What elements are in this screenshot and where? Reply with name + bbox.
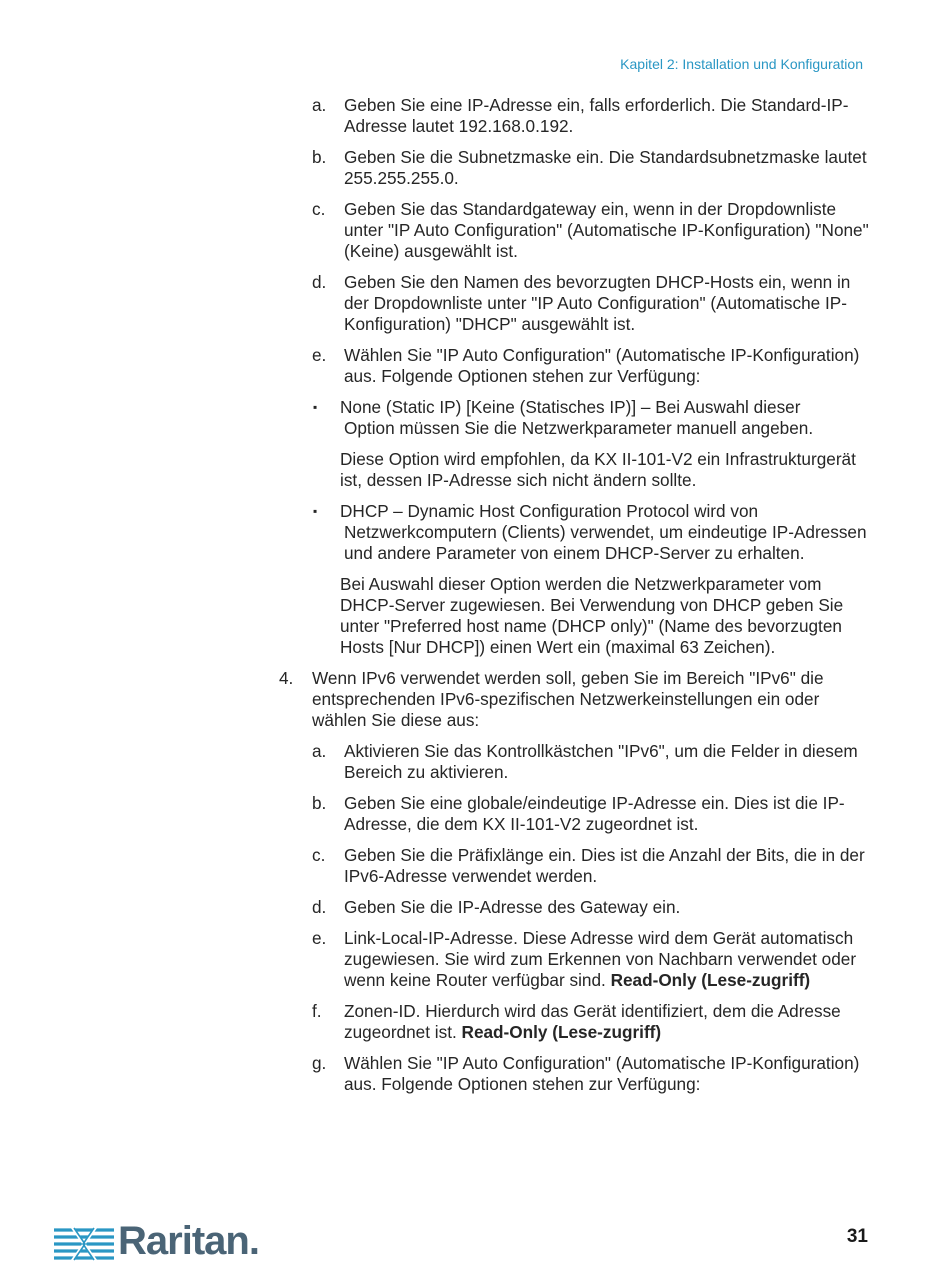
list-marker: d.	[312, 897, 327, 917]
list-item	[312, 845, 869, 887]
option-continuation: Option müssen Sie die Netzwerkparameter manuell angeben.	[344, 418, 814, 438]
list-item	[312, 147, 869, 189]
option-item	[313, 397, 868, 439]
list-marker: a.	[312, 741, 327, 761]
page-content	[0, 95, 950, 1105]
list-marker: b.	[312, 793, 327, 813]
list-marker: d.	[312, 272, 327, 292]
list-marker: b.	[312, 147, 327, 167]
list-item	[312, 741, 869, 783]
list-marker: a.	[312, 95, 327, 115]
list-item	[312, 928, 869, 991]
list-item-text	[344, 741, 869, 783]
list-item	[312, 199, 869, 262]
list-marker: c.	[312, 845, 326, 865]
list-item-step	[279, 668, 864, 731]
bullet-marker: ▪	[313, 400, 318, 414]
list-item	[312, 345, 869, 387]
list-item	[312, 1001, 869, 1043]
list-item-plain: Aktivieren Sie das Kontrollkästchen "IPv6", um die Felder in diesem Bereich zu aktivieren.	[344, 741, 858, 782]
list-item	[312, 793, 869, 835]
list-item-plain: Geben Sie die IP-Adresse des Gateway ein.	[344, 897, 681, 917]
option-first-line: None (Static IP) [Keine (Statisches IP)] – Bei Auswahl dieser	[340, 397, 801, 417]
option-text	[340, 397, 868, 439]
list-item-text: Wählen Sie "IP Auto Configuration" (Automatische IP-Konfiguration) aus. Folgende Optionen stehen zur Verfügung:	[344, 345, 860, 386]
list-item	[312, 272, 869, 335]
list-item-plain: Wählen Sie "IP Auto Configuration" (Automatische IP-Konfiguration) aus. Folgende Optionen stehen zur Verfügung:	[344, 1053, 860, 1094]
list-item	[312, 897, 869, 918]
list-item-text: Geben Sie das Standardgateway ein, wenn in der Dropdownliste unter "IP Auto Configuration" (Automatische IP-Konfiguration) "None" (Keine) ausgewählt ist.	[344, 199, 869, 261]
option-item	[313, 501, 868, 564]
list-item-text	[344, 1053, 869, 1095]
list-item-bold: Read-Only (Lese-zugriff)	[610, 970, 811, 990]
bullet-marker: ▪	[313, 504, 318, 518]
list-marker: c.	[312, 199, 326, 219]
list-marker: 4.	[279, 668, 294, 688]
list-item-text	[344, 928, 869, 991]
list-item-text: Geben Sie eine IP-Adresse ein, falls erforderlich. Die Standard-IP-Adresse lautet 192.168.0.192.	[344, 95, 849, 136]
option-first-line: DHCP – Dynamic Host Configuration Protocol wird von	[340, 501, 759, 521]
list-item-bold: Read-Only (Lese-zugriff)	[461, 1022, 662, 1042]
list-item-text: Geben Sie die Subnetzmaske ein. Die Standardsubnetzmaske lautet 255.255.255.0.	[344, 147, 867, 188]
list-item-text	[344, 1001, 869, 1043]
list-item-text	[344, 897, 869, 918]
option-text	[340, 501, 868, 564]
list-item-text	[344, 845, 869, 887]
chapter-header: Kapitel 2: Installation und Konfiguration	[620, 56, 863, 72]
option-note: Bei Auswahl dieser Option werden die Netzwerkparameter vom DHCP-Server zugewiesen. Bei Verwendung von DHCP geben Sie unter "Preferred host name (DHCP only)" (Name des bevorzugten Hosts [Nur DHCP]) einen Wert ein (maximal 63 Zeichen).	[340, 574, 844, 657]
list-item	[312, 1053, 869, 1095]
list-item-text	[344, 793, 869, 835]
list-marker: f.	[312, 1001, 322, 1021]
list-item-plain: Zonen-ID. Hierdurch wird das Gerät identifiziert, dem die Adresse zugeordnet ist.	[344, 1001, 841, 1042]
raritan-logo-mark-icon	[52, 1225, 116, 1265]
list-marker: e.	[312, 345, 327, 365]
list-item-plain: Link-Local-IP-Adresse. Diese Adresse wird dem Gerät automatisch zugewiesen. Sie wird zum Erkennen von Nachbarn verwendet oder wenn keine Router verfügbar sind.	[344, 928, 857, 990]
page-number: 31	[846, 1226, 868, 1247]
list-item-text: Geben Sie den Namen des bevorzugten DHCP-Hosts ein, wenn in der Dropdownliste unter "IP Auto Configuration" (Automatische IP-Konfiguration) "DHCP" ausgewählt ist.	[344, 272, 851, 334]
option-note: Diese Option wird empfohlen, da KX II-101-V2 ein Infrastrukturgerät ist, dessen IP-Adresse sich nicht ändern sollte.	[340, 449, 856, 490]
list-item-plain: Geben Sie eine globale/eindeutige IP-Adresse ein. Dies ist die IP-Adresse, die dem KX II-101-V2 zugeordnet ist.	[344, 793, 845, 834]
list-marker: g.	[312, 1053, 327, 1073]
list-item-text: Wenn IPv6 verwendet werden soll, geben Sie im Bereich "IPv6" die entsprechenden IPv6-spezifischen Netzwerkeinstellungen ein oder wählen Sie diese aus:	[312, 668, 824, 730]
option-continuation: Netzwerkcomputern (Clients) verwendet, um eindeutige IP-Adressen und andere Parameter von einem DHCP-Server zu erhalten.	[344, 522, 867, 563]
list-item	[312, 95, 869, 137]
list-item-plain: Geben Sie die Präfixlänge ein. Dies ist die Anzahl der Bits, die in der IPv6-Adresse verwendet werden.	[344, 845, 865, 886]
list-marker: e.	[312, 928, 327, 948]
raritan-logo-text: Raritan.	[118, 1219, 259, 1263]
